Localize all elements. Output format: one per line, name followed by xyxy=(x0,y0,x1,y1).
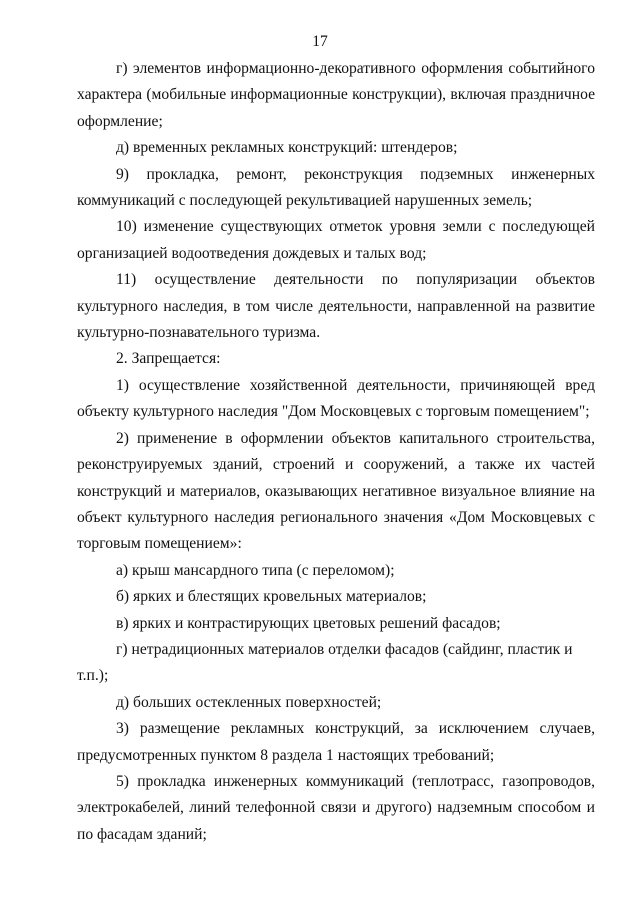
paragraph: г) элементов информационно-декоративного оформления событийного характера (мобильные информационные конструкции), включая праздничное оформление; xyxy=(77,60,595,130)
paragraph: 9) прокладка, ремонт, реконструкция подземных инженерных коммуникаций с последующей рекультивацией нарушенных земель; xyxy=(77,165,595,210)
paragraph: д) временных рекламных конструкций: штендеров; xyxy=(116,139,458,157)
paragraph: 2) применение в оформлении объектов капитального строительства, реконструируемых зданий, строений и сооружений, а также их частей конструкций и материалов, оказывающих негативное визуальное влияние на объект культурного наследия регионального значения «Дом Московцевых с торговым помещением»: xyxy=(77,429,595,553)
paragraph: 1) осуществление хозяйственной деятельности, причиняющей вред объекту культурного наследия "Дом Московцевых с торговым помещением"; xyxy=(77,376,595,421)
paragraph: 5) прокладка инженерных коммуникаций (теплотрасс, газопроводов, электрокабелей, линий телефонной связи и другого) надземным способом и по фасадам зданий; xyxy=(77,772,595,843)
paragraph: г) нетрадиционных материалов отделки фасадов (сайдинг, пластик и т.п.); xyxy=(77,640,573,685)
paragraph: 11) осуществление деятельности по популяризации объектов культурного наследия, в том числе деятельности, направленной на развитие культурно-познавательного туризма. xyxy=(77,271,595,342)
paragraph: б) ярких и блестящих кровельных материалов; xyxy=(116,588,427,606)
paragraph: 3) размещение рекламных конструкций, за исключением случаев, предусмотренных пунктом 8 раздела 1 настоящих требований; xyxy=(77,720,595,764)
document-body xyxy=(77,56,595,848)
paragraph: д) больших остекленных поверхностей; xyxy=(116,693,382,711)
page-number: 17 xyxy=(312,33,328,50)
paragraph: в) ярких и контрастирующих цветовых решений фасадов; xyxy=(116,614,501,632)
paragraph: а) крыш мансардного типа (с переломом); xyxy=(116,561,395,579)
paragraph: 10) изменение существующих отметок уровня земли с последующей организацией водоотведения дождевых и талых вод; xyxy=(77,218,595,262)
paragraph: 2. Запрещается: xyxy=(116,350,221,368)
